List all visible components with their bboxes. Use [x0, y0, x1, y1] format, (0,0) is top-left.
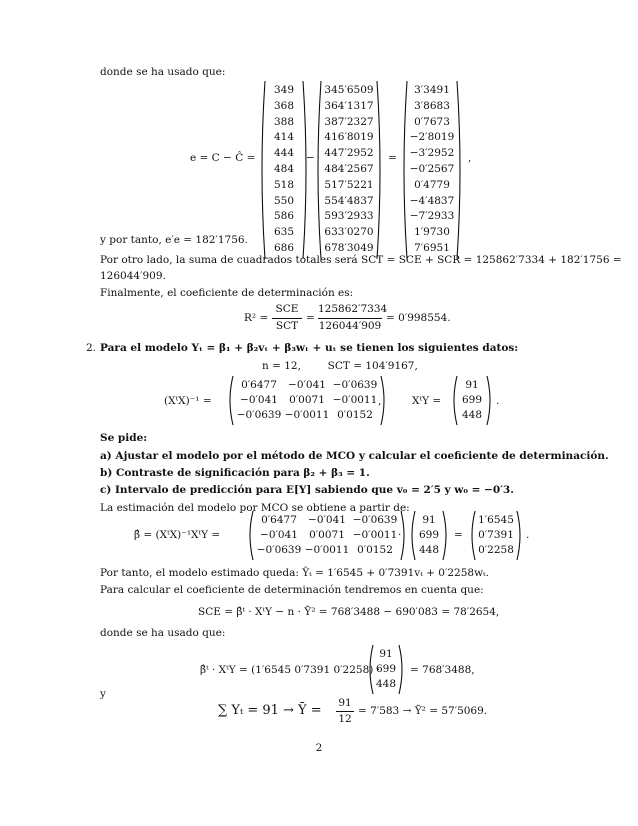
estimation-intro: La estimación del modelo por MCO se obtiene a partir de: [100, 502, 410, 514]
matrix-cell: 0′0071 [309, 529, 345, 541]
right-paren [442, 510, 450, 561]
comma: , [378, 395, 382, 407]
matrix-cell: 517′5221 [324, 178, 374, 191]
xty-label: XᵗY = [412, 395, 442, 407]
right-paren [486, 375, 494, 426]
r2-eq: = [306, 312, 315, 324]
matrix-cell: 91 [422, 514, 436, 526]
matrix-cell: 0′0152 [357, 544, 393, 556]
matrix-cell: 0′2258 [478, 544, 514, 556]
matrix-cell: 0′0071 [289, 394, 325, 406]
period: . [526, 529, 530, 541]
y-word: y [100, 688, 106, 700]
matrix-xtx-inverse [226, 375, 376, 426]
matrix-cell: 447′2952 [324, 147, 374, 160]
intro-text: donde se ha usado que: [100, 66, 226, 78]
r2-lhs: R² = [244, 312, 269, 324]
matrix-cell: −0′041 [288, 379, 326, 391]
matrix-cell: −0′041 [240, 394, 278, 406]
matrix-cell: 364′1317 [324, 99, 374, 112]
vector-C [258, 80, 310, 260]
se-pide: Se pide: [100, 432, 148, 444]
matrix-cell: 345′6509 [324, 84, 374, 96]
right-paren [516, 510, 524, 561]
left-paren [258, 80, 266, 260]
vector-C-hat [314, 80, 384, 260]
matrix-cell: 699 [418, 529, 440, 541]
matrix-cell: 484′2567 [324, 163, 374, 175]
matrix-cell: 368 [273, 99, 295, 112]
matrix-cell: −0′0639 [236, 409, 282, 421]
left-paren [246, 510, 254, 561]
vector-xty [450, 375, 494, 426]
matrix-cell: −0′2567 [409, 163, 455, 175]
fraction-bar [272, 318, 302, 319]
vector-e [400, 80, 464, 260]
residual-lhs: e = C − Ĉ = [190, 152, 256, 164]
estimated-model: Por tanto, el modelo estimado queda: Ŷₜ = 1′6545 + 0′7391vₜ + 0′2258wₜ. [100, 567, 489, 579]
matrix-cell: 91 [379, 648, 393, 660]
bxy-lhs: β̂ᵗ · XᵗY = (1′6545 0′7391 0′2258) · [200, 664, 381, 676]
sce-line: SCE = β̂ᵗ · XᵗY − n · Ȳ² = 768′3488 − 690′083 = 78′2654, [198, 606, 500, 618]
sum-line-a: ∑ Yₜ = 91 → Ȳ = [218, 703, 322, 718]
xtx-inv-label: (XᵗX)⁻¹ = [164, 395, 212, 407]
right-paren [376, 80, 384, 260]
page-number: 2 [315, 742, 323, 754]
matrix-cell: −0′0639 [352, 514, 398, 526]
minus-sign: − [306, 152, 315, 164]
r2-num2: 125862′7334 [318, 303, 388, 315]
matrix-cell: 1′9730 [414, 226, 450, 239]
matrix-cell: −0′0011 [352, 529, 398, 541]
item-b: b) Contraste de significación para β₂ + β₃ = 1. [100, 467, 370, 479]
vector-beta-hat [468, 510, 524, 561]
question-statement: Para el modelo Yₜ = β₁ + β₂vₜ + β₃wₜ + uₜ se tienen los siguientes datos: [100, 342, 519, 354]
matrix-cell: 0′7391 [478, 529, 514, 541]
matrix-cell: −0′041 [308, 514, 346, 526]
matrix-cell: 633′0270 [324, 226, 374, 239]
matrix-cell: 554′4837 [324, 194, 374, 207]
matrix-cell: 3′3491 [414, 84, 450, 96]
r2-num1: SCE [275, 303, 299, 315]
left-paren [226, 375, 234, 426]
sct-text-2: 126044′909. [100, 270, 166, 282]
beta-lhs: β̂ = (XᵗX)⁻¹XᵗY = [134, 529, 221, 541]
r2-calc-intro: Para calcular el coeficiente de determinación tendremos en cuenta que: [100, 584, 484, 596]
matrix-cell: 7′6951 [414, 242, 450, 254]
matrix-cell: −7′2933 [409, 210, 455, 223]
matrix-cell: 91 [465, 379, 479, 391]
question-number: 2. [86, 342, 97, 354]
right-paren [456, 80, 464, 260]
ee-text: y por tanto, e′e = 182′1756. [100, 234, 248, 246]
sum-num: 91 [338, 697, 352, 709]
fraction-bar [336, 711, 354, 712]
trailing-comma: , [468, 152, 472, 164]
matrix-cell: −0′0011 [284, 409, 330, 421]
equals-sign: = [388, 152, 397, 164]
r2-rhs: = 0′998554. [386, 312, 451, 324]
r2-intro: Finalmente, el coeficiente de determinación es: [100, 287, 354, 299]
matrix-cell: −0′0011 [304, 544, 350, 556]
matrix-cell: 0′6477 [261, 514, 297, 526]
matrix-cell: 699 [375, 663, 397, 675]
item-c: c) Intervalo de predicción para E[Y] sabiendo que v₀ = 2′5 y w₀ = −0′3. [100, 484, 514, 496]
left-paren [366, 644, 374, 695]
bxy-rhs: = 768′3488, [410, 664, 475, 676]
matrix-cell: 444 [273, 147, 295, 160]
matrix-cell: −0′0011 [332, 394, 378, 406]
matrix-cell: 593′2933 [324, 210, 374, 223]
sct-text-1: Por otro lado, la suma de cuadrados totales será SCT = SCE + SCR = 125862′7334 + 182′1756 = [100, 254, 622, 266]
matrix-cell: 484 [273, 163, 295, 175]
matrix-cell: 699 [461, 394, 483, 406]
matrix-cell: 0′6477 [241, 379, 277, 391]
matrix-xtx-inverse-2 [246, 510, 396, 561]
matrix-cell: 448 [418, 544, 440, 556]
matrix-cell: 388 [273, 115, 295, 128]
dot: · [398, 529, 402, 541]
matrix-cell: −0′041 [260, 529, 298, 541]
matrix-cell: 349 [273, 84, 295, 96]
matrix-cell: 586 [273, 210, 295, 223]
matrix-cell: 1′6545 [478, 514, 514, 526]
donde-2: donde se ha usado que: [100, 627, 226, 639]
r2-den1: SCT [275, 320, 299, 332]
left-paren [314, 80, 322, 260]
matrix-cell: −0′0639 [256, 544, 302, 556]
matrix-cell: 0′4779 [414, 178, 450, 191]
matrix-cell: 686 [273, 242, 295, 254]
sum-line-b: = 7′583 → Ȳ² = 57′5069. [358, 705, 488, 717]
matrix-cell: −3′2952 [409, 147, 455, 160]
right-paren [398, 644, 406, 695]
matrix-cell: 416′8019 [324, 131, 374, 144]
n-sct-line: n = 12, SCT = 104′9167, [262, 360, 418, 372]
matrix-cell: 387′2327 [324, 115, 374, 128]
matrix-cell: 0′0152 [337, 409, 373, 421]
sum-den: 12 [338, 713, 352, 725]
equals: = [454, 529, 463, 541]
left-paren [468, 510, 476, 561]
item-a: a) Ajustar el modelo por el método de MCO y calcular el coeficiente de determinación. [100, 450, 609, 462]
matrix-cell: 0′7673 [414, 115, 450, 128]
matrix-cell: 678′3049 [324, 242, 374, 254]
vector-xty-3 [366, 644, 406, 695]
fraction-bar [318, 318, 382, 319]
right-paren [302, 80, 310, 260]
left-paren [400, 80, 408, 260]
matrix-cell: 550 [273, 194, 295, 207]
matrix-cell: −4′4837 [409, 194, 455, 207]
left-paren [408, 510, 416, 561]
r2-den2: 126044′909 [318, 320, 382, 332]
matrix-cell: 414 [273, 131, 295, 144]
matrix-cell: −2′8019 [409, 131, 455, 144]
left-paren [450, 375, 458, 426]
period: . [496, 395, 500, 407]
matrix-cell: 518 [273, 178, 295, 191]
vector-xty-2 [408, 510, 450, 561]
matrix-cell: 448 [461, 409, 483, 421]
matrix-cell: −0′0639 [332, 379, 378, 391]
matrix-cell: 3′8683 [414, 99, 450, 112]
matrix-cell: 448 [375, 678, 397, 690]
matrix-cell: 635 [273, 226, 295, 239]
